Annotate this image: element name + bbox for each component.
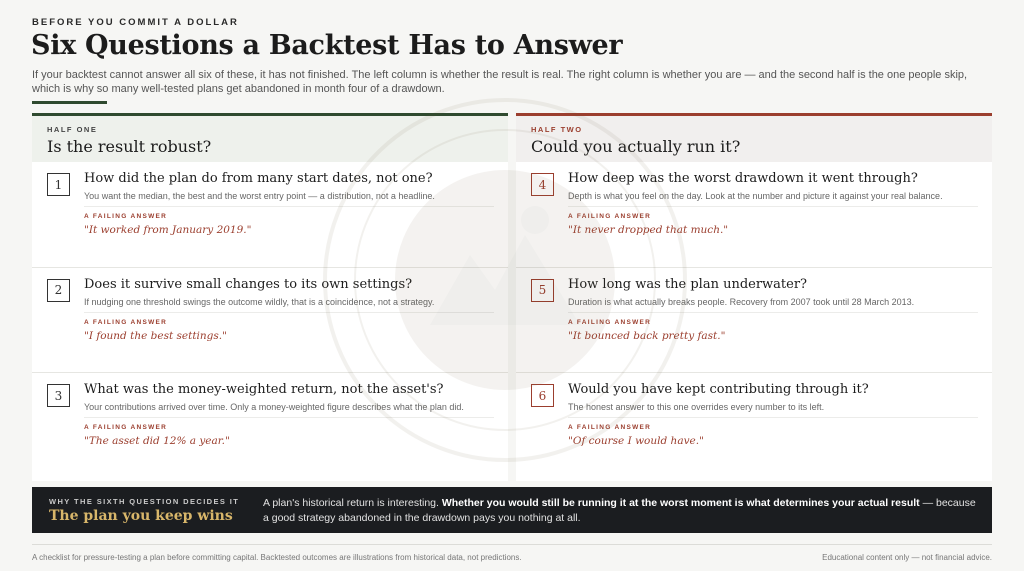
question-number: 4 [531, 173, 554, 196]
question-divider [568, 206, 978, 207]
column-header [32, 116, 508, 162]
conclusion-banner [32, 487, 992, 533]
question-divider [84, 312, 494, 313]
columns [32, 113, 992, 478]
failing-answer: "Of course I would have." [568, 435, 704, 448]
failing-answer-label: A FAILING ANSWER [84, 213, 168, 220]
banner-title: The plan you keep wins [49, 508, 233, 524]
failing-answer-label: A FAILING ANSWER [568, 213, 652, 220]
column-kicker: HALF ONE [47, 125, 98, 134]
question-title: How deep was the worst drawdown it went through? [568, 171, 918, 186]
banner-text [263, 496, 978, 526]
banner-text-bold: Whether you would still be running it at the worst moment is what determines your actual result [441, 497, 920, 509]
question-divider [84, 417, 494, 418]
column-run-it [516, 113, 992, 481]
question-divider [568, 417, 978, 418]
banner-text-end: — because a good strategy abandoned in the drawdown pays you nothing at all. [263, 497, 976, 524]
failing-answer: "It bounced back pretty fast." [568, 329, 726, 342]
question-description: Your contributions arrived over time. Only a money-weighted figure describes what the plan did. [84, 402, 464, 413]
failing-answer-label: A FAILING ANSWER [84, 424, 168, 432]
question-divider [84, 206, 494, 207]
footer-divider [32, 544, 992, 545]
question-title: What was the money-weighted return, not the asset's? [84, 382, 444, 398]
failing-answer-label: A FAILING ANSWER [568, 318, 652, 326]
failing-answer-label: A FAILING ANSWER [84, 318, 168, 326]
question-description: Depth is what you feel on the day. Look at the number and picture it against your real balance. [568, 191, 943, 201]
footer-note: A checklist for pressure-testing a plan before committing capital. Backtested outcomes are illustrations from historical data, not predictions. [32, 553, 522, 562]
failing-answer: "It never dropped that much." [568, 224, 729, 236]
question-item [32, 373, 508, 479]
failing-answer: "It worked from January 2019." [84, 224, 252, 236]
question-title: Would you have kept contributing through it? [568, 382, 869, 398]
page-subtitle: If your backtest cannot answer all six of these, it has not finished. The left column is whether the result is real. The right column is whether you are — and the second half is the one people skip, which is why so many well-tested plans get abandoned in month four of a drawdown. [32, 69, 968, 95]
eyebrow: BEFORE YOU COMMIT A DOLLAR [32, 17, 239, 28]
question-description: The honest answer to this one overrides every number to its left. [568, 402, 825, 413]
question-number: 1 [47, 173, 70, 196]
question-number: 3 [47, 384, 70, 407]
question-item [32, 162, 508, 268]
page-title: Six Questions a Backtest Has to Answer [31, 30, 623, 61]
question-item [32, 268, 508, 374]
title-underline [32, 101, 107, 104]
footer-disclaimer: Educational content only — not financial advice. [822, 553, 992, 562]
failing-answer-label: A FAILING ANSWER [568, 424, 652, 432]
question-divider [568, 312, 978, 313]
question-description: Duration is what actually breaks people. Recovery from 2007 took until 28 March 2013. [568, 296, 915, 307]
column-title: Is the result robust? [47, 137, 212, 156]
question-title: How did the plan do from many start dates, not one? [84, 171, 433, 186]
question-number: 5 [531, 279, 554, 302]
question-item [516, 373, 992, 479]
column-header [516, 116, 992, 162]
question-description: If nudging one threshold swings the outcome wildly, that is a coincidence, not a strategy. [84, 296, 435, 307]
failing-answer: "The asset did 12% a year." [84, 435, 230, 448]
column-robust [32, 113, 508, 481]
question-title: Does it survive small changes to its own settings? [84, 276, 413, 292]
question-number: 2 [47, 279, 70, 302]
question-number: 6 [531, 384, 554, 407]
question-description: You want the median, the best and the worst entry point — a distribution, not a headline. [84, 191, 435, 201]
question-item [516, 268, 992, 374]
question-title: How long was the plan underwater? [568, 276, 808, 292]
failing-answer: "I found the best settings." [84, 329, 227, 342]
column-title: Could you actually run it? [531, 137, 741, 156]
banner-text-start: A plan's historical return is interesting. [263, 497, 439, 509]
question-item [516, 162, 992, 268]
banner-kicker: WHY THE SIXTH QUESTION DECIDES IT [49, 497, 240, 506]
column-kicker: HALF TWO [531, 125, 583, 134]
